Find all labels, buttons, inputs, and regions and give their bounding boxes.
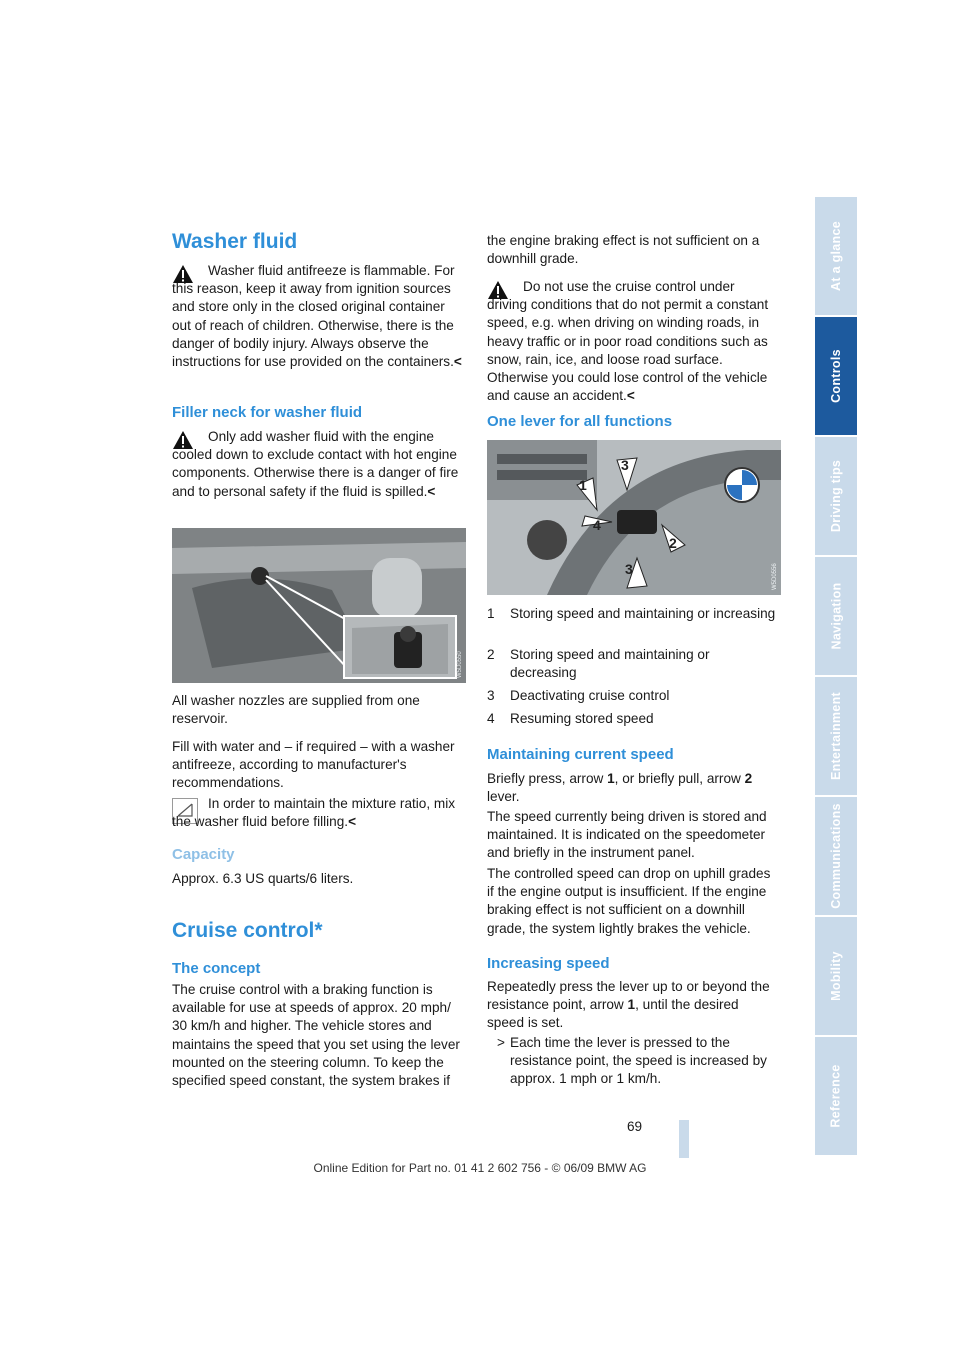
list-item: 1 Storing speed and maintaining or increasing bbox=[487, 606, 776, 621]
footer-edition: Online Edition for Part no. 01 41 2 602 756 - © 06/09 BMW AG bbox=[313, 1161, 647, 1175]
svg-text:W5D0556: W5D0556 bbox=[772, 563, 778, 590]
subheading-capacity: Capacity bbox=[172, 846, 235, 863]
svg-text:1: 1 bbox=[579, 477, 587, 493]
list-item: 2 Storing speed and maintaining or decreasing bbox=[487, 647, 710, 681]
svg-text:3: 3 bbox=[621, 457, 629, 473]
paragraph-fill: Fill with water and – if required – with a washer antifreeze, according to manufacturer's recommendations. bbox=[172, 739, 455, 791]
subheading-increasing-speed: Increasing speed bbox=[487, 955, 610, 972]
warning-text-cruise-conditions: Do not use the cruise control under driving conditions that do not permit a constant speed, e.g. when driving on winding roads, in heavy traffic or in poor road conditions such as snow, rain, ice, and loose road surface. Otherwise you could lose control of the vehicle and cause an accident.< bbox=[487, 279, 769, 404]
section-title-cruise-control: Cruise control* bbox=[172, 919, 323, 942]
list-item: 4 Resuming stored speed bbox=[487, 711, 654, 726]
paragraph-concept-cont: the engine braking effect is not sufficient on a downhill grade. bbox=[487, 233, 760, 267]
washer-reservoir-photo bbox=[172, 528, 466, 683]
section-title-washer-fluid: Washer fluid bbox=[172, 230, 298, 253]
paragraph-capacity: Approx. 6.3 US quarts/6 liters. bbox=[172, 871, 354, 886]
chapter-tab-bar bbox=[815, 197, 857, 1159]
tab-driving-tips[interactable]: Driving tips bbox=[815, 437, 857, 555]
tab-entertainment[interactable]: Entertainment bbox=[815, 677, 857, 795]
warning-text-filling: Only add washer fluid with the engine cooled down to exclude contact with hot engine components. Otherwise there is a danger of fire and to personal safety if the fluid is spilled.< bbox=[172, 429, 459, 499]
note-text-mixture: In order to maintain the mixture ratio, mix the washer fluid before filling.< bbox=[172, 796, 456, 830]
svg-text:2: 2 bbox=[669, 535, 677, 551]
tab-at-a-glance[interactable]: At a glance bbox=[815, 197, 857, 315]
tab-navigation[interactable]: Navigation bbox=[815, 557, 857, 675]
page-number: 69 bbox=[627, 1119, 643, 1134]
tab-mobility[interactable]: Mobility bbox=[815, 917, 857, 1035]
paragraph-concept: The cruise control with a braking function is available for use at speeds of approx. 20 mph/ 30 km/h and higher. The vehicle stores and maintains the speed that you set using the lever mounted on the steering column. To keep the specified speed constant, the system brakes if bbox=[172, 982, 460, 1089]
paragraph-maintain-3: The controlled speed can drop on uphill grades if the engine output is insufficient. If the engine braking effect is not sufficient on a downhill grade, the system lightly brakes the vehicle. bbox=[487, 866, 771, 936]
list-item: 3 Deactivating cruise control bbox=[487, 688, 670, 703]
paragraph-maintain-2: The speed currently being driven is stored and maintained. It is indicated on the speedometer and briefly in the instrument panel. bbox=[487, 809, 767, 861]
svg-text:3: 3 bbox=[625, 561, 633, 577]
paragraph-increase: Repeatedly press the lever up to or beyond the resistance point, arrow 1, until the desired speed is set. bbox=[487, 979, 770, 1031]
cruise-lever-photo bbox=[487, 440, 781, 595]
warning-text-flammable: Washer fluid antifreeze is flammable. For this reason, keep it away from ignition sources and store only in the closed original container out of reach of children. Otherwise, there is the danger of bodily injury. Always observe the instructions for use provided on the containers.< bbox=[172, 263, 462, 370]
subheading-one-lever: One lever for all functions bbox=[487, 413, 673, 430]
subheading-filler-neck: Filler neck for washer fluid bbox=[172, 404, 363, 421]
subheading-maintaining-speed: Maintaining current speed bbox=[487, 746, 674, 763]
tab-controls[interactable]: Controls bbox=[815, 317, 857, 435]
paragraph-maintain-1: Briefly press, arrow 1, or briefly pull, arrow 2 lever. bbox=[487, 771, 753, 805]
subheading-concept: The concept bbox=[172, 960, 261, 977]
tab-communications[interactable]: Communications bbox=[815, 797, 857, 915]
bullet-item: > Each time the lever is pressed to the resistance point, the speed is increased by approx. 1 mph or 1 km/h. bbox=[497, 1035, 767, 1087]
paragraph-nozzles: All washer nozzles are supplied from one reservoir. bbox=[172, 693, 420, 727]
svg-text:W5D0550: W5D0550 bbox=[457, 651, 463, 678]
page-marker-bar bbox=[679, 1120, 689, 1158]
svg-text:4: 4 bbox=[593, 517, 601, 533]
tab-reference[interactable]: Reference bbox=[815, 1037, 857, 1155]
